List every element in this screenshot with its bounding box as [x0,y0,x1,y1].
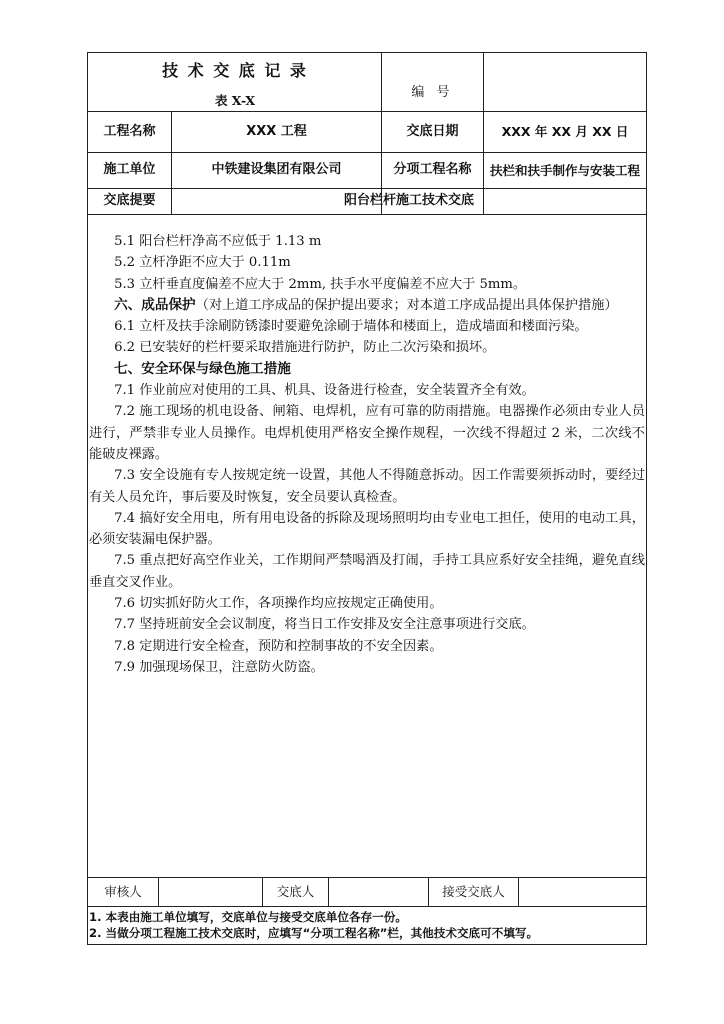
paragraph: 5.3 立杆垂直度偏差不应大于 2mm, 扶手水平度偏差不应大于 5mm。 [114,276,527,292]
number-label: 编 号 [411,84,454,100]
section-heading-6 [89,295,645,316]
paragraph: 7.4 搞好安全用电，所有用电设备的拆除及现场照明均由专业电工担任，使用的电动工具，必须安装漏电保护器。 [89,510,645,548]
col-divider [171,111,172,214]
summary-value: 阳台栏杆施工技术交底 [343,193,474,209]
paragraph: 6.1 立杆及扶手涂刷防锈漆时要避免涂刷于墙体和楼面上，造成墙面和楼面污染。 [114,319,588,335]
date-value: XXX 年 XX 月 XX 日 [501,123,629,139]
row-divider [87,877,647,878]
receiver-signature[interactable] [520,879,645,905]
col-divider [518,877,519,906]
paragraph: 5.2 立杆净距不应大于 0.11m [114,255,291,271]
col-divider [328,877,329,906]
table-number: 表 X-X [214,92,256,108]
construction-unit-value: 中铁建设集团有限公司 [211,162,342,178]
note-2: 2. 当做分项工程施工技术交底时，应填写“分项工程名称”栏，其他技术交底可不填写。 [89,926,539,940]
section-title: 六、成品保护 [114,296,196,313]
paragraph: 7.5 重点把好高空作业关，工作期间严禁喝酒及打闹，手持工具应系好安全挂绳，避免直线垂直交叉作业。 [89,553,645,590]
reviewer-signature[interactable] [160,879,261,905]
form-notes [89,909,645,941]
paragraph: 7.9 加强现场保卫，注意防火防盗。 [114,659,324,675]
col-divider [158,877,159,906]
row-divider [87,906,647,907]
form-title: 技 术 交 底 记 录 [162,60,308,80]
paragraph: 5.1 阳台栏杆净高不应低于 1.13 m [114,234,322,249]
col-divider [428,877,429,906]
paragraph: 7.8 定期进行安全检查，预防和控制事故的不安全因素。 [114,638,443,654]
discloser-label: 交底人 [276,883,315,899]
disclosure-content [89,231,645,678]
paragraph: 7.3 安全设施有专人按规定统一设置，其他人不得随意拆动。因工作需要须拆动时，要经过有关人员允许，事后要及时恢复，安全员要认真检查。 [89,468,645,505]
section-note: （对上道工序成品的保护提出要求；对本道工序成品提出具体保护措施） [195,297,618,313]
reviewer-label: 审核人 [104,883,142,899]
summary-label: 交底提要 [103,193,156,209]
number-value[interactable] [485,54,645,110]
construction-unit-label: 施工单位 [103,162,156,178]
sub-project-label: 分项工程名称 [393,162,472,178]
section-heading-7 [89,359,645,380]
sub-project-value: 扶栏和扶手制作与安装工程 [489,163,640,178]
row-divider [87,214,647,215]
note-1: 1. 本表由施工单位填写，交底单位与接受交底单位各存一份。 [89,910,407,924]
paragraph: 7.7 坚持班前安全会议制度，将当日工作安排及安全注意事项进行交底。 [114,617,535,633]
receiver-label: 接受交底人 [442,883,505,899]
section-title: 七、安全环保与绿色施工措施 [114,360,291,377]
paragraph: 6.2 已安装好的栏杆要采取措施进行防护，防止二次污染和损坏。 [114,340,496,356]
paragraph: 7.1 作业前应对使用的工具、机具、设备进行检查，安全装置齐全有效。 [114,383,535,399]
col-divider [262,877,263,906]
paragraph: 7.2 施工现场的机电设备、闸箱、电焊机，应有可靠的防雨措施。电器操作必须由专业人员进行，严禁非专业人员操作。电焊机使用严格安全操作规程，一次线不得超过 2 米，二次线不能破皮裸露。 [89,404,645,462]
project-name-value: XXX 工程 [246,123,307,139]
paragraph: 7.6 切实抓好防火工作，各项操作均应按规定正确使用。 [114,596,443,612]
date-label: 交底日期 [406,123,459,139]
discloser-signature[interactable] [330,879,427,905]
project-name-label: 工程名称 [103,123,156,139]
